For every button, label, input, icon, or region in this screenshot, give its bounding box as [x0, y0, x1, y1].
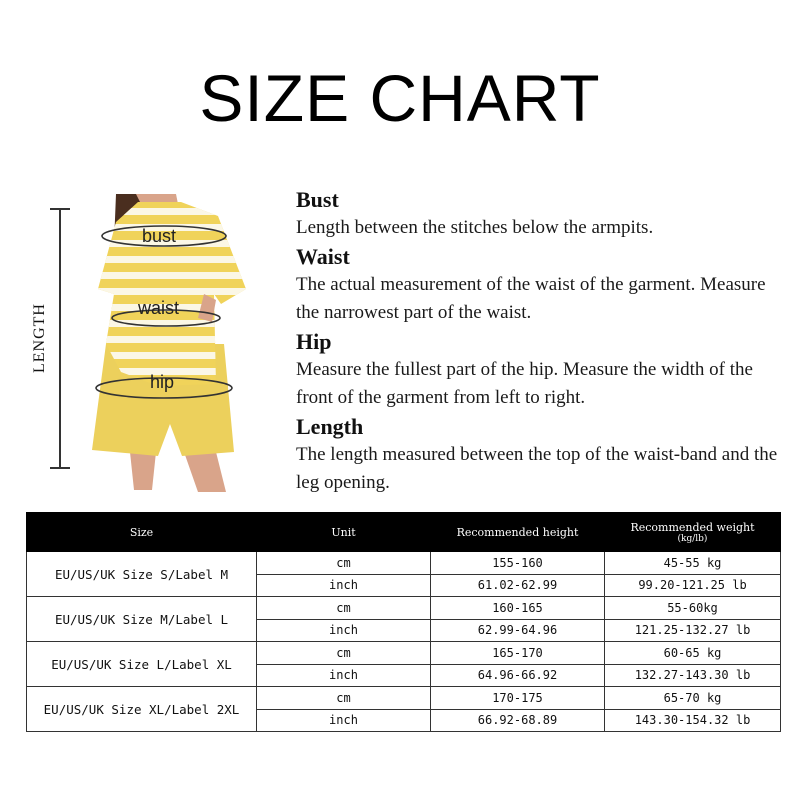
table-row	[27, 597, 781, 620]
waist-label: waist	[138, 298, 180, 318]
weight-cell: 132.27-143.30 lb	[605, 664, 781, 687]
weight-cell: 121.25-132.27 lb	[605, 619, 781, 642]
unit-cell: cm	[257, 642, 431, 665]
height-cell: 64.96-66.92	[431, 664, 605, 687]
height-cell: 165-170	[431, 642, 605, 665]
unit-cell: inch	[257, 619, 431, 642]
header-weight: Recommended weight (kg/lb)	[605, 513, 781, 552]
table-row	[27, 642, 781, 665]
height-cell: 61.02-62.99	[431, 574, 605, 597]
header-unit: Unit	[257, 513, 431, 552]
size-table	[26, 512, 781, 732]
weight-cell: 65-70 kg	[605, 687, 781, 710]
size-cell: EU/US/UK Size XL/Label 2XL	[27, 687, 257, 732]
table-row	[27, 552, 781, 575]
length-cap-bottom	[50, 467, 70, 469]
header-size: Size	[27, 513, 257, 552]
unit-cell: inch	[257, 574, 431, 597]
length-heading: Length	[296, 413, 364, 439]
height-cell: 155-160	[431, 552, 605, 575]
size-cell: EU/US/UK Size M/Label L	[27, 597, 257, 642]
weight-cell: 55-60kg	[605, 597, 781, 620]
hip-heading: Hip	[296, 328, 332, 354]
weight-cell: 143.30-154.32 lb	[605, 709, 781, 732]
table-row	[27, 687, 781, 710]
size-cell: EU/US/UK Size S/Label M	[27, 552, 257, 597]
size-cell: EU/US/UK Size L/Label XL	[27, 642, 257, 687]
waist-description: The actual measurement of the waist of the garment. Measure the narrowest part of the waist.	[296, 273, 766, 323]
waist-heading: Waist	[296, 243, 350, 269]
hip-description: Measure the fullest part of the hip. Measure the width of the front of the garment from left to right.	[296, 358, 753, 408]
weight-cell: 99.20-121.25 lb	[605, 574, 781, 597]
length-description: The length measured between the top of the waist-band and the leg opening.	[296, 443, 778, 493]
bust-label: bust	[142, 226, 177, 246]
height-cell: 160-165	[431, 597, 605, 620]
hip-label: hip	[150, 372, 175, 392]
bust-heading: Bust	[296, 187, 339, 212]
length-line	[59, 208, 61, 468]
page-title: SIZE CHART	[199, 61, 601, 135]
height-cell: 170-175	[431, 687, 605, 710]
height-cell: 66.92-68.89	[431, 709, 605, 732]
table-header-row	[27, 513, 781, 552]
garment-illustration	[86, 194, 254, 494]
unit-cell: cm	[257, 687, 431, 710]
bust-description: Length between the stitches below the armpits.	[296, 217, 654, 238]
weight-cell: 60-65 kg	[605, 642, 781, 665]
height-cell: 62.99-64.96	[431, 619, 605, 642]
header-height: Recommended height	[431, 513, 605, 552]
unit-cell: inch	[257, 709, 431, 732]
unit-cell: inch	[257, 664, 431, 687]
weight-cell: 45-55 kg	[605, 552, 781, 575]
unit-cell: cm	[257, 552, 431, 575]
unit-cell: cm	[257, 597, 431, 620]
measurement-descriptions	[296, 186, 786, 498]
